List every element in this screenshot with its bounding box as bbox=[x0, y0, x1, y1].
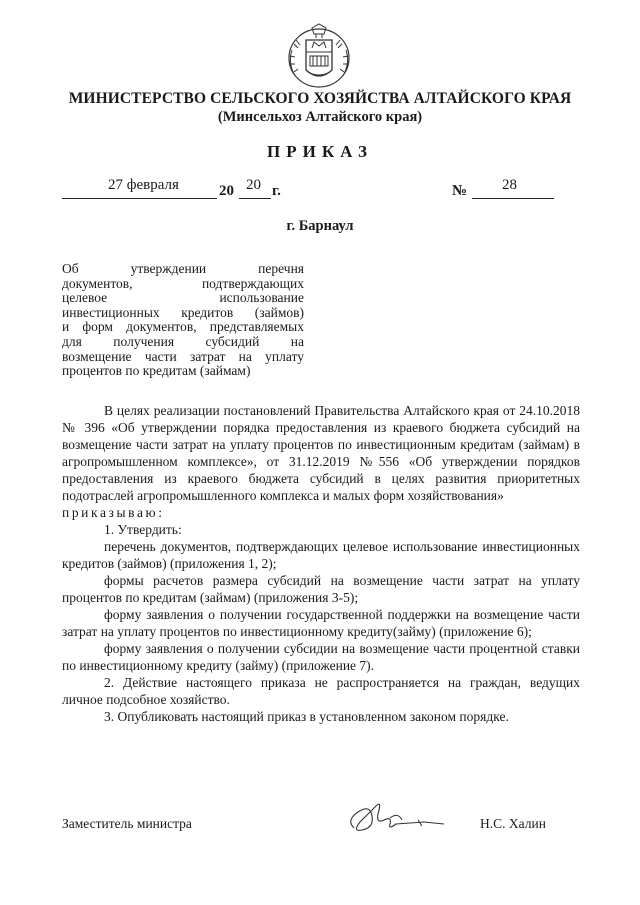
coat-of-arms-emblem bbox=[282, 22, 356, 90]
subject-line: для получения субсидий на bbox=[62, 333, 304, 349]
item-2: 2. Действие настоящего приказа не распространяется на граждан, ведущих личное подсобное хозяйство. bbox=[62, 675, 580, 707]
signature-block bbox=[62, 808, 580, 848]
document-type-title: ПРИКАЗ bbox=[267, 142, 373, 161]
year-suffix: г. bbox=[272, 183, 281, 199]
order-body bbox=[62, 402, 580, 725]
subject-line: инвестиционных кредитов (займов) bbox=[62, 304, 304, 320]
year-underline bbox=[239, 198, 271, 199]
order-subject bbox=[62, 262, 304, 379]
ministry-name: МИНИСТЕРСТВО СЕЛЬСКОГО ХОЗЯЙСТВА АЛТАЙСКОГО КРАЯ bbox=[68, 90, 572, 107]
number-underline bbox=[472, 198, 554, 199]
signer-position: Заместитель министра bbox=[62, 816, 192, 831]
number-handwritten: 28 bbox=[502, 177, 517, 193]
item-1-sub-4: форму заявления о получении субсидии на возмещение части процентной ставки по инвестиционному кредиту (займу) (приложение 7). bbox=[62, 641, 580, 673]
date-handwritten: 27 февраля bbox=[108, 177, 179, 193]
item-1-sub-3: форму заявления о получении государственной поддержки на возмещение части затрат на уплату процентов по инвестиционному кредиту(займу) (приложение 6); bbox=[62, 607, 580, 639]
subject-line: и форм документов, представляемых bbox=[62, 319, 304, 335]
subject-line: возмещение части затрат на уплату bbox=[62, 348, 304, 364]
date-number-line bbox=[62, 177, 582, 207]
number-label: № bbox=[452, 183, 468, 199]
ministry-short-name: (Минсельхоз Алтайского края) bbox=[217, 109, 423, 125]
item-1-sub-2: формы расчетов размера субсидий на возмещение части затрат на уплату процентов по кредитам (займам) (приложения 3-5); bbox=[62, 573, 580, 605]
preamble-paragraph: В целях реализации постановлений Правительства Алтайского края от 24.10.2018 № 396 «Об утверждении порядка предоставления из краевого бюджета субсидий на возмещение части затрат на уплату процентов по инвестиционным кредитам (займам) в агропромышленном комплексе», от 31.12.2019 №556 «Об утверждении порядков предоставления из краевого бюджета субсидий в целях развития приоритетных подотраслей агропромышленного комплекса и малых форм хозяйствования» bbox=[62, 403, 580, 503]
subject-line: целевое использование bbox=[62, 290, 304, 306]
item-1: 1. Утвердить: bbox=[104, 522, 182, 537]
item-1-sub-1: перечень документов, подтверждающих целевое использование инвестиционных кредитов (займов) (приложения 1, 2); bbox=[62, 539, 580, 571]
city: г. Барнаул bbox=[286, 218, 354, 234]
signer-name: Н.С. Халин bbox=[480, 816, 546, 831]
subject-line: документов, подтверждающих bbox=[62, 275, 304, 291]
order-word: приказываю: bbox=[62, 505, 165, 520]
subject-line: Об утверждении перечня bbox=[62, 261, 304, 276]
date-underline bbox=[62, 198, 217, 199]
year-prefix: 20 bbox=[219, 183, 234, 199]
subject-line: процентов по кредитам (займам) bbox=[62, 363, 251, 379]
handwritten-signature bbox=[332, 794, 452, 842]
year-handwritten: 20 bbox=[246, 177, 261, 193]
item-3: 3. Опубликовать настоящий приказ в установленном законом порядке. bbox=[104, 709, 509, 724]
